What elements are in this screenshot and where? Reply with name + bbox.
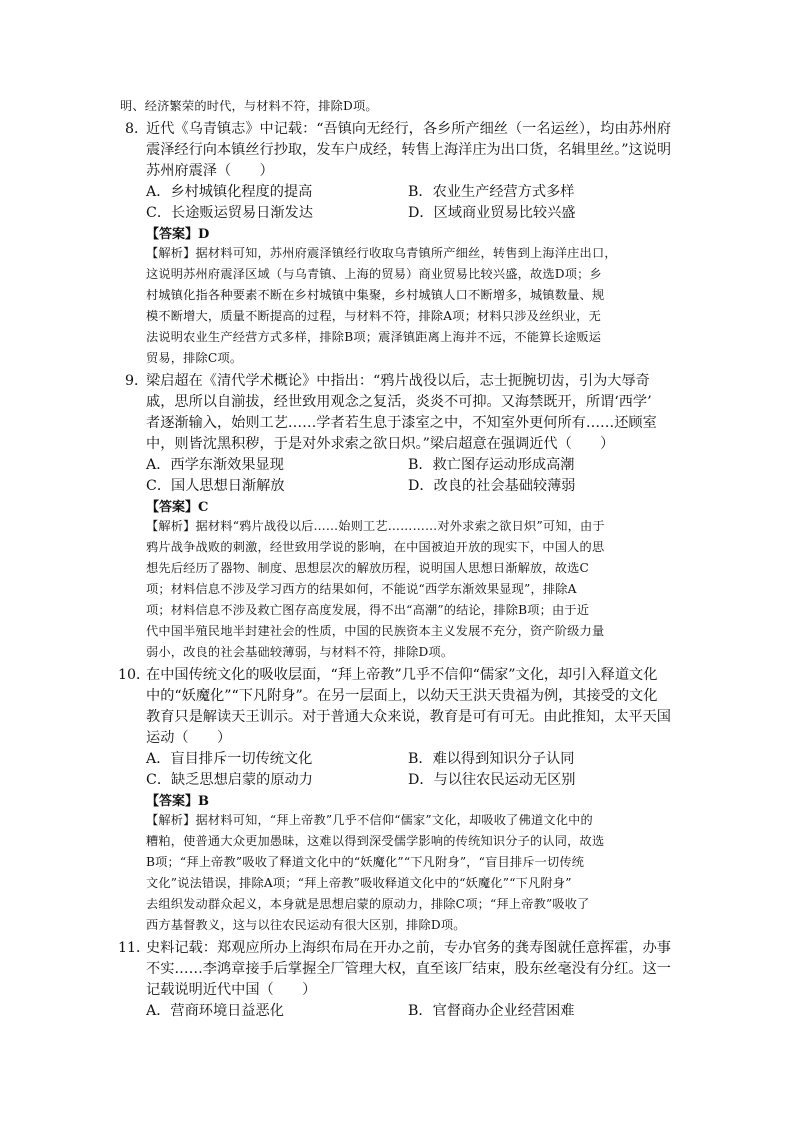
question-stem-line: 者逐渐输入，始则工艺……学者若生息于漆室之中，不知室外更何所有……还顾室 [146,415,657,431]
explanation-line: 代中国半殖民地半封建社会的性质，中国的民族资本主义发展不充分，资产阶级力量 [146,624,605,638]
option-d: D．改良的社会基础较薄弱 [408,478,576,494]
option-b: B．农业生产经营方式多样 [408,184,575,200]
question-number: 8． [125,121,149,137]
explanation-line: 西方基督教义，这与以往农民运动有很大区别，排除D项。 [146,918,466,932]
explanation-line: 模不断增大，质量不断提高的过程，与材料不符，排除A项；材料只涉及丝织业，无 [146,309,601,323]
question-stem-line: 梁启超在《清代学术概论》中指出：“鸦片战役以后，志士扼腕切齿，引为大辱奇 [146,373,650,389]
question-stem-line: 震泽经行向本镇丝行抄取，发车户成经，转售上海洋庄为出口货，名辑里丝。”这说明 [146,142,672,158]
option-a: A．西学东渐效果显现 [146,457,284,473]
question-stem-line: 中，则皆沈黑积秽，于是对外求索之欲日炽。”梁启超意在强调近代（ ） [146,436,615,452]
explanation-line: 鸦片战争战败的刺激，经世致用学说的影响，在中国被迫开放的现实下，中国人的思 [146,540,605,554]
previous-explanation-tail: 明、经济繁荣的时代，与材料不符，排除D项。 [120,99,378,113]
explanation-line: 文化”说法错误，排除A项；“拜上帝教”吸收释道文化中的“妖魔化”“下凡附身” [146,876,572,890]
option-d: D．与以往农民运动无区别 [408,772,576,788]
explanation-line: 项；材料信息不涉及学习西方的结果如何，不能说“西学东渐效果显现”，排除A [146,582,577,596]
option-b: B．救亡图存运动形成高潮 [408,457,575,473]
explanation-line: 法说明农业生产经营方式多样，排除B项；震泽镇距离上海并不远，不能算长途贩运 [146,330,602,344]
option-c: C．国人思想日渐解放 [146,478,285,494]
option-a: A．营商环境日益恶化 [146,1003,284,1019]
question-stem-line: 运动（ ） [146,730,232,746]
explanation-line: 去组织发动群众起义，本身就是思想启蒙的原动力，排除C项；“拜上帝教”吸收了 [146,897,590,911]
explanation-line: 【解析】据材料可知，“拜上帝教”几乎不信仰“儒家”文化，却吸收了佛道文化中的 [146,813,593,827]
option-b: B．官督商办企业经营困难 [408,1003,575,1019]
question-stem-line: 教育只是解读天王训示。对于普通大众来说，教育是可有可无。由此推知，太平天国 [146,709,671,725]
explanation-line: 村城镇化指各种要素不断在乡村城镇中集聚，乡村城镇人口不断增多，城镇数量、规 [146,288,605,302]
option-c: C．缺乏思想启蒙的原动力 [146,772,313,788]
answer-label: 【答案】B [146,794,209,809]
question-stem-line: 苏州府震泽（ ） [146,163,274,179]
answer-label: 【答案】C [146,500,209,515]
question-stem-line: 近代《乌青镇志》中记载：“吾镇向无经行，各乡所产细丝（一名运丝），均由苏州府 [146,121,672,137]
explanation-line: 这说明苏州府震泽区域（与乌青镇、上海的贸易）商业贸易比较兴盛，故选D项；乡 [146,267,602,281]
question-stem-line: 中的“妖魔化”“下凡附身”。在另一层面上，以幼天王洪天贵福为例，其接受的文化 [146,688,658,704]
question-stem-line: 记载说明近代中国（ ） [146,982,317,998]
question-stem-line: 戚，思所以自湔拔，经世致用观念之复活，炎炎不可抑。又海禁既开，所谓‘西学’ [146,394,652,410]
question-stem-line: 在中国传统文化的吸收层面，“拜上帝教”几乎不信仰“儒家”文化，却引入释道文化 [146,667,658,683]
explanation-line: 想先后经历了器物、制度、思想层次的解放历程，说明国人思想日渐解放，故选C [146,561,590,575]
explanation-line: 【解析】据材料“鸦片战役以后……始则工艺…………对外求索之欲日炽”可知，由于 [146,519,605,533]
explanation-line: B项；“拜上帝教”吸收了释道文化中的“妖魔化”“下凡附身”，“盲目排斥一切传统 [146,855,585,869]
option-d: D．区域商业贸易比较兴盛 [408,205,576,221]
explanation-line: 弱小，改良的社会基础较薄弱，与材料不符，排除D项。 [146,645,454,659]
option-a: A．盲目排斥一切传统文化 [146,751,313,767]
question-stem-line: 不实……李鸿章接手后掌握全厂管理大权，直至该厂结束，股东丝毫没有分红。这一 [146,961,671,977]
question-number: 9． [125,373,149,389]
explanation-line: 贸易，排除C项。 [146,351,243,365]
question-number: 10． [118,667,151,683]
question-stem-line: 史料记载：郑观应所办上海织布局在开办之前，专办官务的龚寿图就任意挥霍，办事 [146,940,671,956]
explanation-line: 糟粕，使普通大众更加愚昧，这难以得到深受儒学影响的传统知识分子的认同，故选 [146,834,605,848]
option-a: A．乡村城镇化程度的提高 [146,184,313,200]
option-b: B．难以得到知识分子认同 [408,751,575,767]
explanation-line: 项；材料信息不涉及救亡图存高度发展，得不出“高潮”的结论，排除B项；由于近 [146,603,590,617]
answer-label: 【答案】D [146,227,210,242]
question-number: 11． [118,940,151,956]
option-c: C．长途贩运贸易日渐发达 [146,205,313,221]
explanation-line: 【解析】据材料可知，苏州府震泽镇经行收取乌青镇所产细丝，转售到上海洋庄出口， [146,246,617,260]
